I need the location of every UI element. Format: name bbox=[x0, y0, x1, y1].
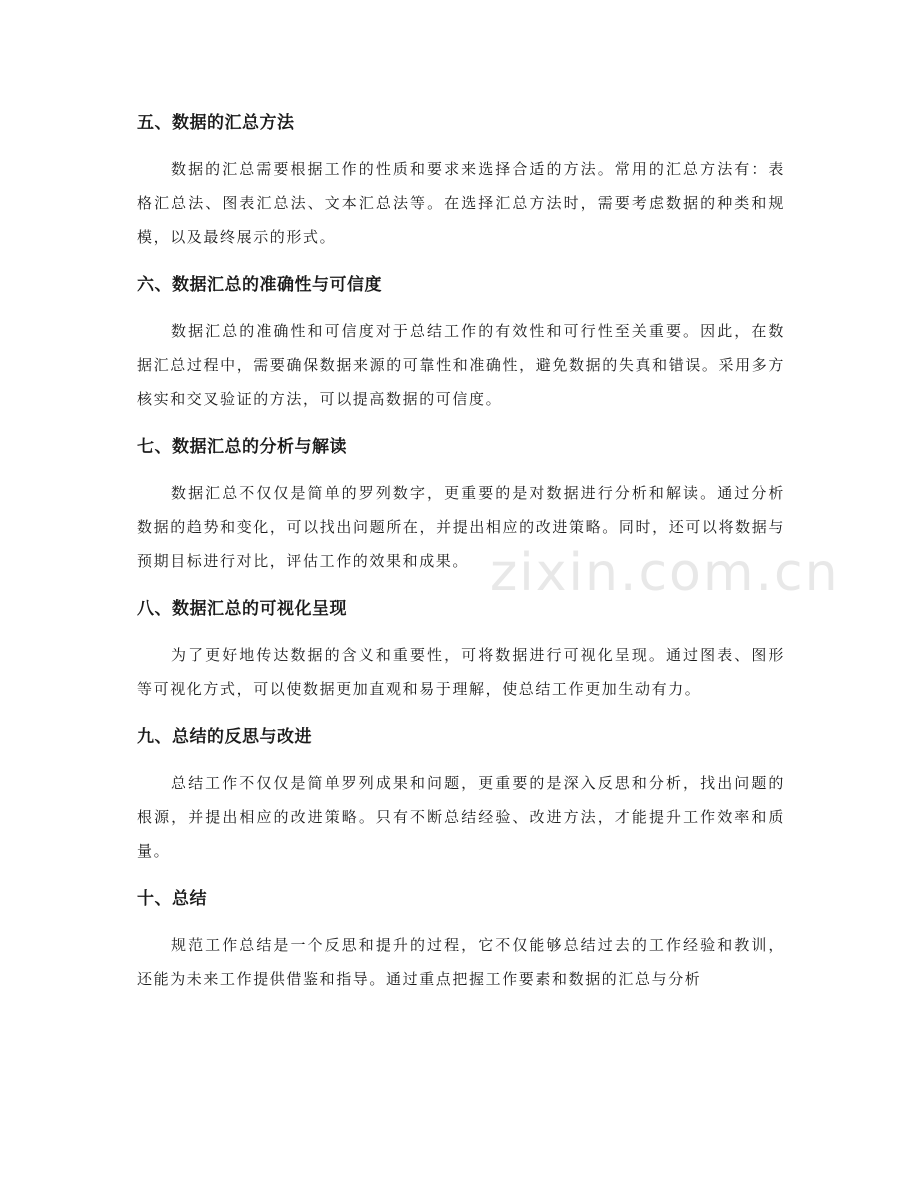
section-heading: 七、数据汇总的分析与解读 bbox=[137, 437, 347, 457]
section-6 bbox=[137, 268, 785, 416]
section-8 bbox=[137, 592, 785, 706]
section-paragraph: 为了更好地传达数据的含义和重要性，可将数据进行可视化呈现。通过图表、图形等可视化方式，可以使数据更加直观和易于理解，使总结工作更加生动有力。 bbox=[137, 646, 785, 698]
section-heading: 五、数据的汇总方法 bbox=[137, 113, 295, 133]
section-7 bbox=[137, 430, 785, 578]
section-paragraph: 数据汇总不仅仅是简单的罗列数字，更重要的是对数据进行分析和解读。通过分析数据的趋势和变化，可以找出问题所在，并提出相应的改进策略。同时，还可以将数据与预期目标进行对比，评估工作的效果和成果。 bbox=[137, 484, 785, 570]
section-heading: 十、总结 bbox=[137, 889, 207, 909]
section-heading: 九、总结的反思与改进 bbox=[137, 727, 312, 747]
section-heading: 八、数据汇总的可视化呈现 bbox=[137, 599, 347, 619]
section-paragraph: 总结工作不仅仅是简单罗列成果和问题，更重要的是深入反思和分析，找出问题的根源，并提出相应的改进策略。只有不断总结经验、改进方法，才能提升工作效率和质量。 bbox=[137, 774, 785, 860]
section-heading: 六、数据汇总的准确性与可信度 bbox=[137, 275, 382, 295]
section-paragraph: 数据的汇总需要根据工作的性质和要求来选择合适的方法。常用的汇总方法有：表格汇总法、图表汇总法、文本汇总法等。在选择汇总方法时，需要考虑数据的种类和规模，以及最终展示的形式。 bbox=[137, 160, 785, 246]
watermark: zixin.com.cn bbox=[490, 543, 840, 603]
section-paragraph: 数据汇总的准确性和可信度对于总结工作的有效性和可行性至关重要。因此，在数据汇总过程中，需要确保数据来源的可靠性和准确性，避免数据的失真和错误。采用多方核实和交叉验证的方法，可以提高数据的可信度。 bbox=[137, 322, 785, 408]
section-5 bbox=[137, 106, 785, 254]
section-paragraph: 规范工作总结是一个反思和提升的过程，它不仅能够总结过去的工作经验和教训，还能为未来工作提供借鉴和指导。通过重点把握工作要素和数据的汇总与分析 bbox=[137, 936, 785, 988]
section-10 bbox=[137, 882, 785, 996]
document-body bbox=[137, 106, 785, 1010]
section-9 bbox=[137, 720, 785, 868]
